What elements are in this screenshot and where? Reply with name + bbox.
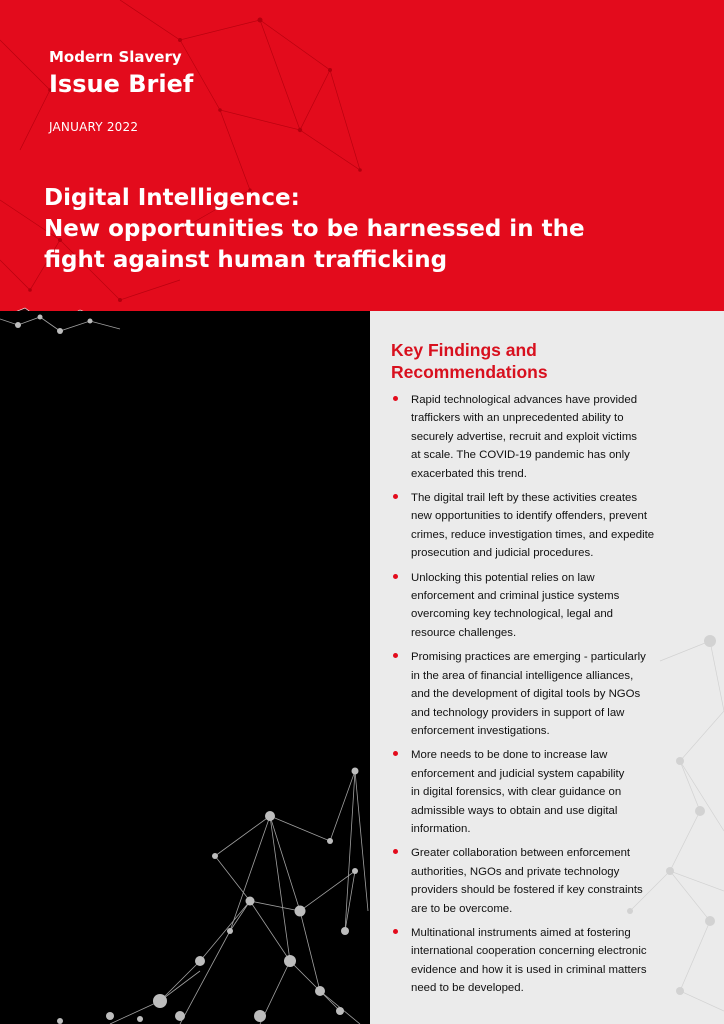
finding-text-line: information.	[411, 822, 471, 835]
cover-header	[0, 0, 724, 311]
section-heading	[391, 339, 548, 383]
findings-list	[391, 391, 669, 1004]
main-title-line: Digital Intelligence:	[44, 185, 300, 211]
finding-text-line: enforcement and criminal justice systems	[411, 590, 620, 603]
finding-item	[391, 648, 669, 740]
finding-text-line: More needs to be done to increase law	[411, 749, 608, 762]
main-title-line: fight against human trafficking	[44, 247, 448, 273]
finding-text-line: traffickers with an unprecedented ability to	[411, 412, 624, 425]
bullet-icon	[393, 929, 398, 934]
finding-text-line: and technology providers in support of law	[411, 706, 625, 719]
finding-text-line: and the development of digital tools by NGOs	[411, 688, 641, 701]
section-heading-line: Recommendations	[391, 362, 548, 382]
finding-text-line: need to be developed.	[411, 982, 524, 995]
bullet-icon	[393, 574, 398, 579]
finding-text-line: providers should be fostered if key constraints	[411, 884, 643, 897]
section-heading-line: Key Findings and	[391, 340, 537, 360]
finding-text-line: enforcement and judicial system capability	[411, 767, 625, 780]
finding-text-line: enforcement investigations.	[411, 724, 550, 737]
finding-text-line: prosecution and judicial procedures.	[411, 547, 594, 560]
finding-text-line: exacerbated this trend.	[411, 467, 527, 480]
publication-date: JANUARY 2022	[49, 120, 139, 134]
finding-text-line: Unlocking this potential relies on law	[411, 571, 595, 584]
finding-text-line: international cooperation concerning electronic	[411, 945, 647, 958]
main-title	[44, 183, 684, 276]
finding-text-line: overcoming key technological, legal and	[411, 608, 613, 621]
finding-text-line: Promising practices are emerging - particularly	[411, 651, 646, 664]
finding-text-line: in the area of financial intelligence alliances,	[411, 669, 634, 682]
finding-item	[391, 569, 669, 643]
series-title: Issue Brief	[49, 70, 194, 98]
finding-item	[391, 924, 669, 998]
key-findings-panel	[370, 311, 724, 1024]
finding-text-line: in digital forensics, with clear guidance on	[411, 786, 622, 799]
finding-text-line: at scale. The COVID-19 pandemic has only	[411, 449, 630, 462]
finding-text-line: securely advertise, recruit and exploit victims	[411, 430, 637, 443]
black-image-panel	[0, 311, 370, 1024]
finding-text-line: new opportunities to identify offenders, prevent	[411, 510, 647, 523]
finding-item	[391, 391, 669, 483]
finding-text-line: Greater collaboration between enforcement	[411, 847, 631, 860]
main-title-line: New opportunities to be harnessed in the	[44, 216, 585, 242]
bullet-icon	[393, 396, 398, 401]
finding-text-line: Rapid technological advances have provided	[411, 394, 638, 406]
finding-item	[391, 489, 669, 563]
network-graphic	[0, 311, 370, 1024]
finding-text-line: authorities, NGOs and private technology	[411, 865, 620, 878]
bullet-icon	[393, 494, 398, 499]
finding-text-line: crimes, reduce investigation times, and expedite	[411, 528, 655, 541]
series-label: Modern Slavery	[49, 48, 182, 66]
bullet-icon	[393, 653, 398, 658]
finding-text-line: Multinational instruments aimed at fostering	[411, 926, 631, 939]
bullet-icon	[393, 849, 398, 854]
finding-item	[391, 746, 669, 838]
finding-text-line: admissible ways to obtain and use digital	[411, 804, 618, 817]
finding-text-line: evidence and how it is used in criminal matters	[411, 963, 647, 976]
finding-text-line: resource challenges.	[411, 626, 517, 639]
finding-item	[391, 844, 669, 918]
bullet-icon	[393, 751, 398, 756]
finding-text-line: The digital trail left by these activities creates	[411, 492, 638, 505]
finding-text-line: are to be overcome.	[411, 902, 513, 915]
